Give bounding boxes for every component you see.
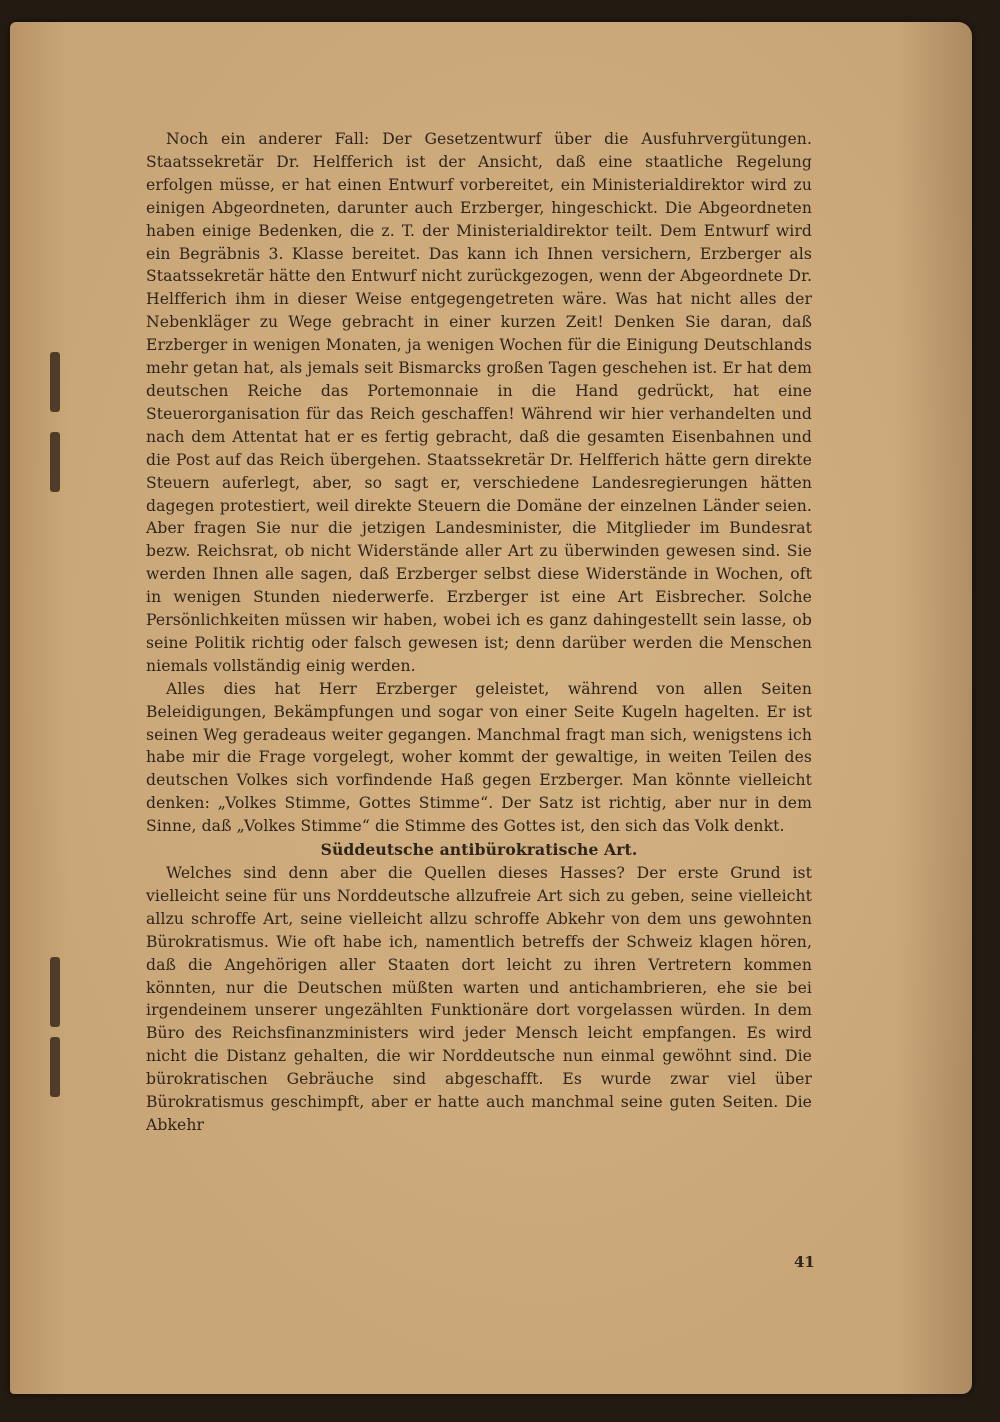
page-number: 41 [794, 1253, 815, 1271]
binding-stain [50, 1037, 60, 1097]
section-heading: Süddeutsche antibürokratische Art. [320, 840, 638, 860]
paragraph: Noch ein anderer Fall: Der Gesetzentwurf über die Ausfuhrvergütungen. Staatssekretär Dr. Helfferich ist der Ansicht, daß eine staatliche Regelung erfolgen müsse, er hat einen Entwurf vorbereitet, ein Ministerialdirektor wird zu einigen Abgeordneten, darunter auch Erzberger, hingeschickt. Die Abgeordneten haben einige Bedenken, die z. T. der Ministerialdirektor teilt. Dem Entwurf wird ein Begräbnis 3. Klasse bereitet. Das kann ich Ihnen versichern, Erzberger als Staatssekretär hätte den Entwurf nicht zurückgezogen, wenn der Abgeordnete Dr. Helfferich ihm in dieser Weise entgegengetreten wäre. Was hat nicht alles der Nebenkläger zu Wege gebracht in einer kurzen Zeit! Denken Sie daran, daß Erzberger in wenigen Monaten, ja wenigen Wochen für die Einigung Deutschlands mehr getan hat, als jemals seit Bismarcks großen Tagen geschehen ist. Er hat dem deutschen Reiche das Portemonnaie in die Hand gedrückt, hat eine Steuerorganisation für das Reich geschaffen! Während wir hier verhandelten und nach dem Attentat hat er es fertig gebracht, daß die gesamten Eisenbahnen und die Post auf das Reich übergehen. Staatssekretär Dr. Helfferich hätte gern direkte Steuern auferlegt, aber, so sagt er, verschiedene Landesregierungen hätten dagegen protestiert, weil direkte Steuern die Domäne der einzelnen Länder seien. Aber fragen Sie nur die jetzigen Landesminister, die Mitglieder im Bundesrat bezw. Reichsrat, ob nicht Widerstände aller Art zu überwinden gewesen sind. Sie werden Ihnen alle sagen, daß Erzberger selbst diese Widerstände in Wochen, oft in wenigen Stunden niederwerfe. Erzberger ist eine Art Eisbrecher. Solche Persönlichkeiten müssen wir haben, wobei ich es ganz dahingestellt sein lasse, ob seine Politik richtig oder falsch gewesen ist; denn darüber werden die Menschen niemals vollständig einig werden. [146, 130, 812, 675]
binding-stain [50, 957, 60, 1027]
paragraph: Welches sind denn aber die Quellen dieses Hasses? Der erste Grund ist vielleicht seine für uns Norddeutsche allzufreie Art sich zu geben, seine vielleicht allzu schroffe Art, seine vielleicht allzu schroffe Abkehr von dem uns gewohnten Bürokratismus. Wie oft habe ich, namentlich betreffs der Schweiz klagen hören, daß die Angehörigen aller Staaten dort leicht zu ihren Vertretern kommen könnten, nur die Deutschen müßten warten und antichambrieren, ehe sie bei irgendeinem unserer ungezählten Funktionäre dort vorgelassen würden. In dem Büro des Reichsfinanzministers wird jeder Mensch leicht empfangen. Es wird nicht die Distanz gehalten, die wir Norddeutsche nun einmal gewöhnt sind. Die bürokratischen Gebräuche sind abgeschafft. Es wurde zwar viel über Bürokratismus geschimpft, aber er hatte auch manchmal seine guten Seiten. Die Abkehr [146, 864, 812, 1134]
binding-stain [50, 352, 60, 412]
body-text [146, 128, 812, 1137]
binding-stain [50, 432, 60, 492]
paragraph: Alles dies hat Herr Erzberger geleistet, während von allen Seiten Beleidigungen, Bekämpfungen und sogar von einer Seite Kugeln hagelten. Er ist seinen Weg geradeaus weiter gegangen. Manchmal fragt man sich, wenigstens ich habe mir die Frage vorgelegt, woher kommt der gewaltige, in weiten Teilen des deutschen Volkes sich vorfindende Haß gegen Erzberger. Man könnte vielleicht denken: „Volkes Stimme, Gottes Stimme“. Der Satz ist richtig, aber nur in dem Sinne, daß „Volkes Stimme“ die Stimme des Gottes ist, den sich das Volk denkt. [146, 679, 812, 836]
